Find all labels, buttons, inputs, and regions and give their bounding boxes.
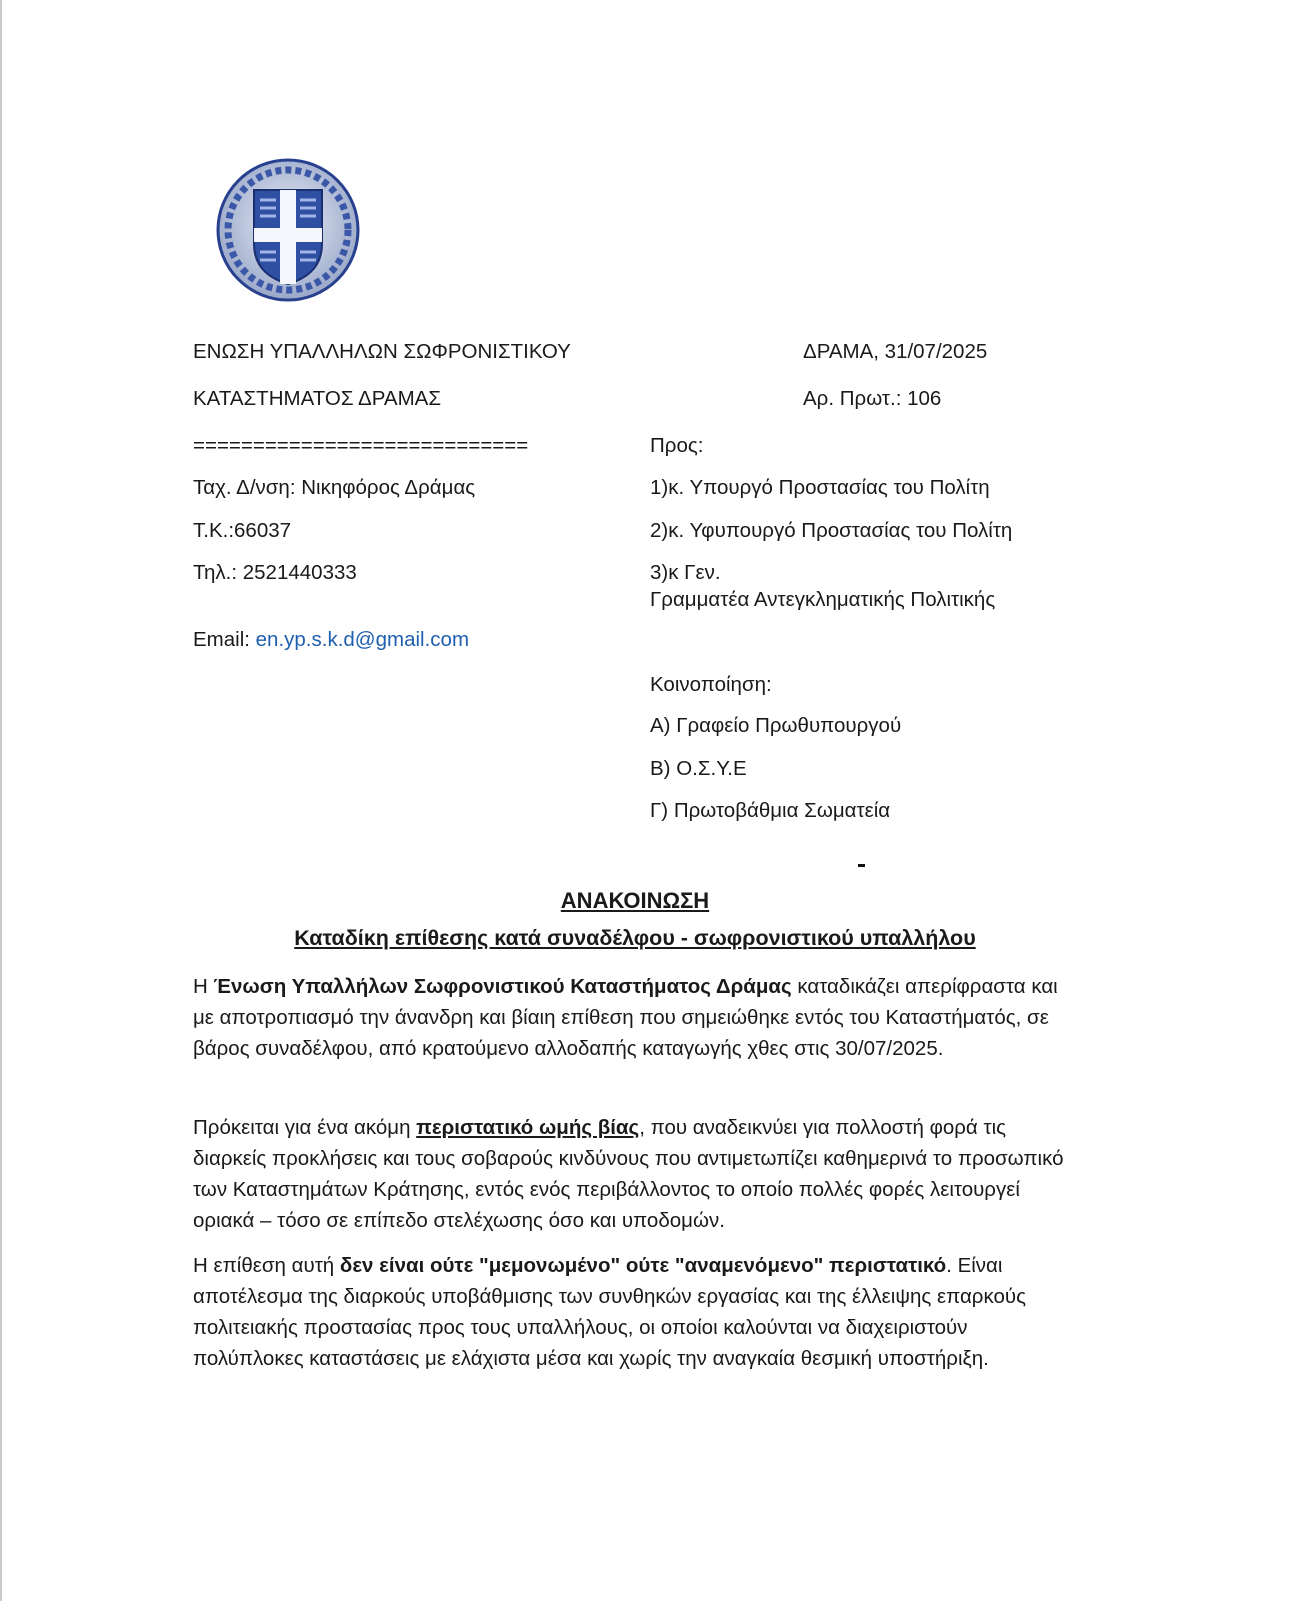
email-link[interactable]: en.yp.s.k.d@gmail.com [255, 628, 470, 651]
greek-coat-of-arms-icon [214, 156, 362, 304]
paragraph-2 [193, 1112, 1083, 1236]
org-name-line1: ΕΝΩΣΗ ΥΠΑΛΛΗΛΩΝ ΣΩΦΡΟΝΙΣΤΙΚΟΥ [193, 340, 571, 363]
phone-number: Τηλ.: 2521440333 [193, 561, 357, 584]
org-name-line2: ΚΑΤΑΣΤΗΜΑΤΟΣ ΔΡΑΜΑΣ [193, 387, 442, 410]
postal-code: Τ.Κ.:66037 [193, 519, 292, 542]
paragraph-1 [193, 971, 1083, 1064]
cc-item-1: Α) Γραφείο Πρωθυπουργού [650, 714, 902, 737]
announcement-title: ΑΝΑΚΟΙΝΩΣΗ [560, 888, 710, 913]
p3-bold: δεν είναι ούτε "μεμονωμένο" ούτε "αναμενόμενο" περιστατικό [339, 1254, 947, 1277]
p1-post: καταδικάζει απερίφραστα και με αποτροπιασμό την άνανδρη και βίαιη επίθεση που σημειώθηκε εντός του Καταστήματός, σε βάρος συναδέλφου, από κρατούμενο αλλοδαπής καταγωγής χθες στις 30/07/2025. [193, 975, 1058, 1060]
p2-pre: Πρόκειται για ένα ακόμη [193, 1116, 417, 1139]
page-edge [0, 0, 2, 1601]
p3-post: . Είναι αποτέλεσμα της διαρκούς υποβάθμισης των συνθηκών εργασίας και της έλλειψης επαρκούς πολιτειακής προστασίας προς τους υπαλλήλους, οι οποίοι καλούνται να διαχειριστούν πολύπλοκες καταστάσεις με ελάχιστα μέσα και χωρίς την αναγκαία θεσμική υποστήριξη. [193, 1254, 1026, 1370]
paragraph-3 [193, 1250, 1083, 1374]
p2-bold: περιστατικό ωμής βίας [416, 1116, 640, 1139]
p1-bold: Ένωση Υπαλλήλων Σωφρονιστικού Καταστήματος Δράμας [213, 975, 792, 998]
p1-pre: Η [193, 975, 214, 998]
recipient-3: 3)κ Γεν. [650, 561, 721, 584]
to-label: Προς: [650, 434, 704, 457]
email-row [193, 627, 469, 653]
cc-item-3: Γ) Πρωτοβάθμια Σωματεία [650, 799, 891, 822]
protocol-number: Αρ. Πρωτ.: 106 [803, 387, 942, 410]
recipient-2: 2)κ. Υφυπουργό Προστασίας του Πολίτη [650, 519, 1013, 542]
recipient-1: 1)κ. Υπουργό Προστασίας του Πολίτη [650, 476, 990, 499]
p2-post: , που αναδεικνύει για πολλοστή φορά τις διαρκείς προκλήσεις και τους σοβαρούς κινδύνους που αντιμετωπίζει καθημερινά το προσωπικό των Καταστημάτων Κράτησης, εντός ενός περιβάλλοντος το οποίο πολλές φορές λειτουργεί οριακά – τόσο σε επίπεδο στελέχωσης όσο και υποδομών. [193, 1116, 1064, 1232]
cc-label: Κοινοποίηση: [650, 673, 772, 696]
cc-item-2: Β) Ο.Σ.Υ.Ε [650, 757, 747, 780]
separator-line: ============================ [193, 434, 529, 457]
recipient-3-cont: Γραμματέα Αντεγκληματικής Πολιτικής [650, 588, 996, 611]
place-date: ΔΡΑΜΑ, 31/07/2025 [803, 340, 988, 363]
postal-address: Ταχ. Δ/νση: Νικηφόρος Δράμας [193, 476, 476, 499]
email-label: Email: [193, 628, 256, 651]
announcement-subtitle: Καταδίκη επίθεσης κατά συναδέλφου - σωφρονιστικού υπαλλήλου [294, 926, 976, 950]
p3-pre: Η επίθεση αυτή [193, 1254, 340, 1277]
dash-mark [858, 864, 865, 867]
